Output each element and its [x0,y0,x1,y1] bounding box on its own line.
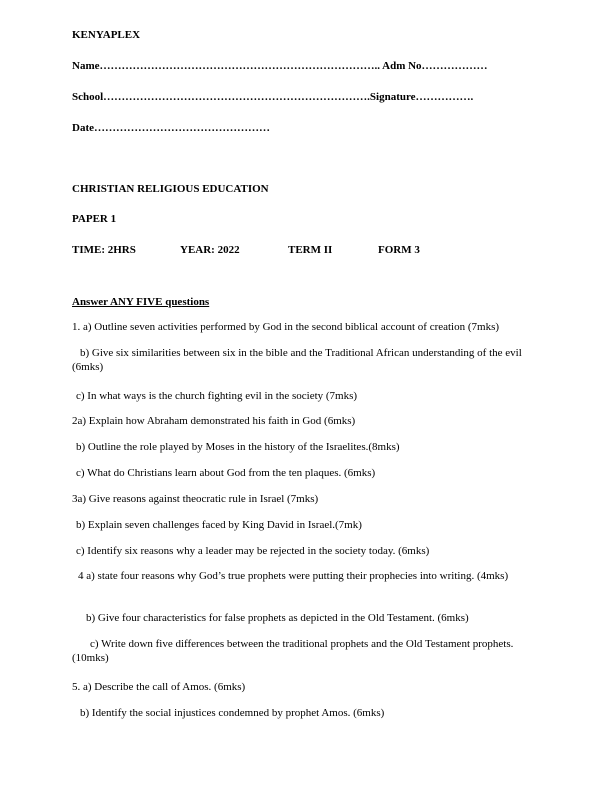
question-3b: b) Explain seven challenges faced by King David in Israel.(7mk) [76,519,362,531]
exam-year: YEAR: 2022 [180,244,240,256]
brand-title: KENYAPLEX [72,29,141,41]
question-1a: 1. a) Outline seven activities performed by God in the second biblical account of creation (7mks) [72,321,500,333]
question-5a: 5. a) Describe the call of Amos. (6mks) [72,681,246,693]
school-signature-field: School……………………………………………………………….Signature……………. [72,91,474,103]
question-3a: 3a) Give reasons against theocratic rule in Israel (7mks) [72,493,319,505]
question-2c: c) What do Christians learn about God from the ten plaques. (6mks) [76,467,376,479]
paper-number: PAPER 1 [72,213,117,225]
name-adm-field: Name………………………………………………………………….. Adm No……………… [72,60,488,72]
question-4a: 4 a) state four reasons why God’s true prophets were putting their prophecies into writing. (4mks) [78,570,509,582]
question-1c: c) In what ways is the church fighting evil in the society (7mks) [76,390,358,402]
question-1b: b) Give six similarities between six in the bible and the Traditional African understanding of the evil (6mks) [72,347,522,373]
question-3c: c) Identify six reasons why a leader may be rejected in the society today. (6mks) [76,545,430,557]
exam-form: FORM 3 [378,244,420,256]
question-2a: 2a) Explain how Abraham demonstrated his faith in God (6mks) [72,415,356,427]
instructions: Answer ANY FIVE questions [72,296,210,308]
question-4c: c) Write down five differences between the traditional prophets and the Old Testament prophets. (10mks) [72,638,514,664]
question-4b: b) Give four characteristics for false prophets as depicted in the Old Testament. (6mks) [86,612,469,624]
question-2b: b) Outline the role played by Moses in the history of the Israelites.(8mks) [76,441,400,453]
subject-title: CHRISTIAN RELIGIOUS EDUCATION [72,183,269,195]
question-5b: b) Identify the social injustices condemned by prophet Amos. (6mks) [80,707,385,719]
date-field: Date………………………………………… [72,122,270,134]
exam-details-row [72,243,472,257]
exam-time: TIME: 2HRS [72,244,136,256]
exam-term: TERM II [288,244,333,256]
